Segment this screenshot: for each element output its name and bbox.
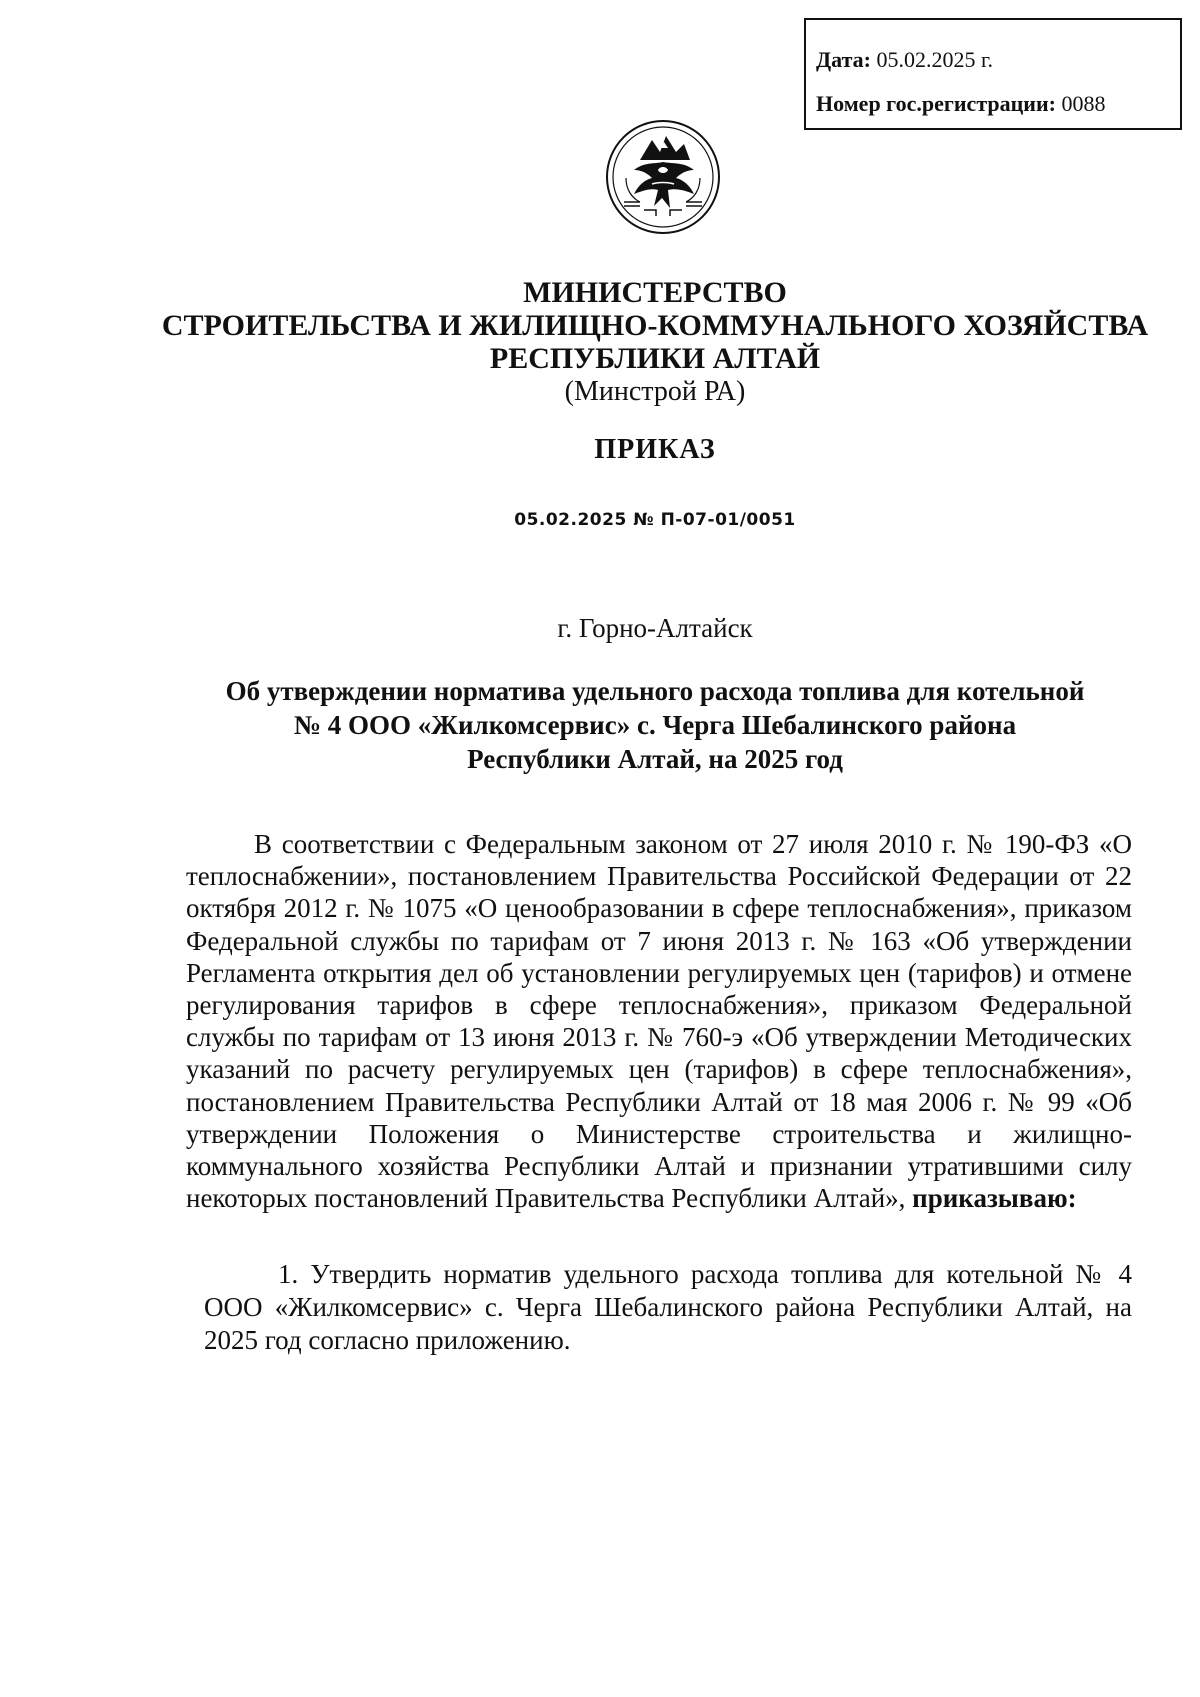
preamble-text: В соответствии с Федеральным законом от 27 июля 2010 г. № 190-ФЗ «О теплоснабжении», постановлением Правительства Российской Федерации от 22 октября 2012 г. № 1075 «О ценообразовании в сфере теплоснабжения», приказом Федеральной службы по тарифам от 7 июня 2013 г. № 163 «Об утверждении Регламента открытия дел об установлении регулируемых цен (тарифов) и отмене регулирования тарифов в сфере теплоснабжения», приказом Федеральной службы по тарифам от 13 июня 2013 г. № 760-э «Об утверждении Методических указаний по расчету регулируемых цен (тарифов) в сфере теплоснабжения», постановлением Правительства Республики Алтай от 18 мая 2006 г. № 99 «Об утверждении Положения о Министерстве строительства и жилищно-коммунального хозяйства Республики Алтай и признании утратившими силу некоторых постановлений Правительства Республики Алтай», [186, 829, 1132, 1214]
registration-date-value: 05.02.2025 г. [876, 47, 994, 72]
document-type: ПРИКАЗ [594, 434, 716, 465]
order-subject-line: Об утверждении норматива удельного расхода топлива для котельной [225, 676, 1085, 706]
registration-number-row [816, 82, 1170, 126]
registration-number-label: Номер гос.регистрации: [816, 91, 1056, 116]
ministry-abbreviation: (Минстрой РА) [564, 376, 746, 407]
preamble-paragraph [186, 828, 1132, 1214]
ministry-title-line: МИНИСТЕРСТВО [523, 276, 787, 309]
registration-date-row [816, 38, 1170, 82]
registration-date-label: Дата: [816, 47, 871, 72]
registration-stamp [804, 18, 1182, 130]
registration-number-value: 0088 [1061, 91, 1106, 116]
city-line: г. Горно-Алтайск [557, 613, 753, 643]
coat-of-arms-altai-icon [604, 118, 722, 236]
ministry-title-line: СТРОИТЕЛЬСТВА И ЖИЛИЩНО-КОММУНАЛЬНОГО ХОЗЯЙСТВА [161, 309, 1149, 342]
ministry-title [100, 276, 1200, 375]
order-word: приказываю: [912, 1183, 1077, 1214]
order-item-1: 1. Утвердить норматив удельного расхода топлива для котельной № 4 ООО «Жилкомсервис» с. Черга Шебалинского района Республики Алтай, на 2025 год согласно приложению. [204, 1259, 1132, 1355]
ministry-title-line: РЕСПУБЛИКИ АЛТАЙ [489, 342, 821, 375]
order-date-number: 05.02.2025 № П-07-01/0051 [514, 510, 796, 530]
order-subject [100, 674, 1200, 776]
order-subject-line: Республики Алтай, на 2025 год [467, 744, 843, 774]
order-subject-line: № 4 ООО «Жилкомсервис» с. Черга Шебалинского района [293, 710, 1017, 740]
